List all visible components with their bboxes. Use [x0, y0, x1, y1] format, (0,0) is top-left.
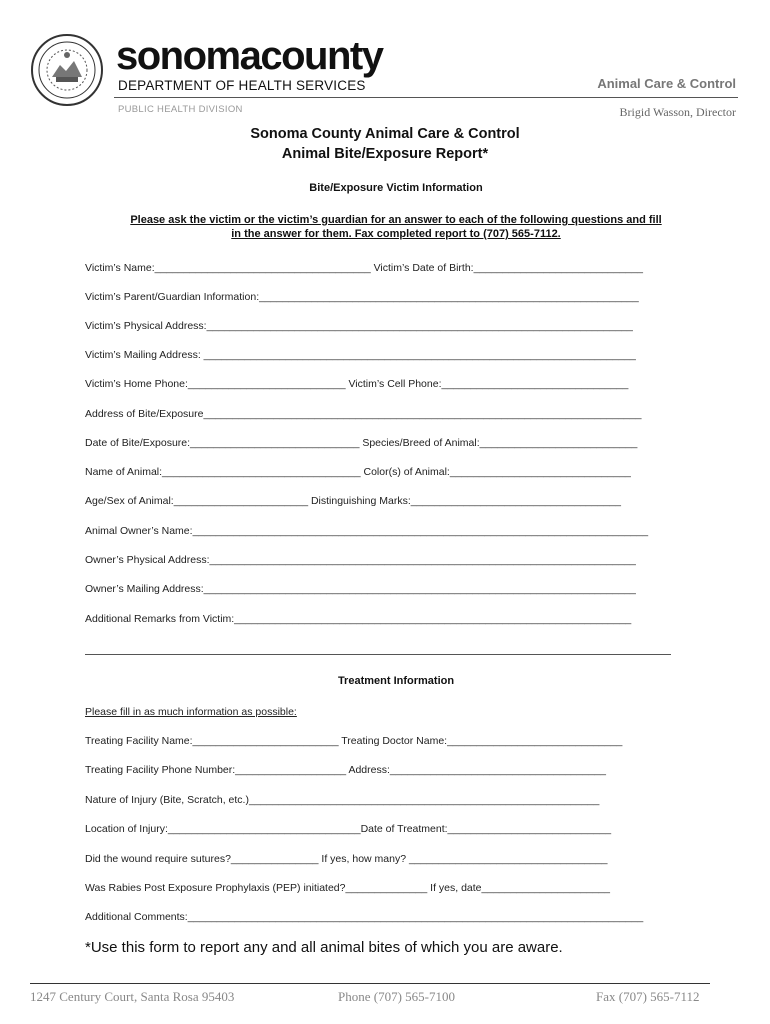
header-divider — [114, 97, 738, 98]
field-victim-name[interactable]: Victim’s Name:_____________________________________ Victim’s Date of Birth:_____________________________ — [85, 262, 643, 274]
sonoma-county-logo — [116, 34, 383, 100]
field-rabies-pep[interactable]: Was Rabies Post Exposure Prophylaxis (PEP) initiated?______________ If yes, date______________________ — [85, 882, 610, 894]
field-owner-mailing-address[interactable]: Owner’s Mailing Address:__________________________________________________________________________ — [85, 583, 636, 595]
footer-phone: Phone (707) 565-7100 — [338, 989, 455, 1004]
instructions-line-2: in the answer for them. Fax completed report to (707) 565-7112. — [231, 228, 561, 240]
remarks-continuation-line[interactable] — [85, 654, 671, 655]
director-name: Brigid Wasson, Director — [619, 105, 736, 119]
field-bite-date-species[interactable]: Date of Bite/Exposure:_____________________________ Species/Breed of Animal:___________________________ — [85, 437, 638, 449]
county-seal-logo — [30, 33, 104, 107]
logo-wordmark: sonomacounty — [116, 34, 383, 78]
field-owner-physical-address[interactable]: Owner’s Physical Address:_________________________________________________________________________ — [85, 554, 636, 566]
instructions — [84, 213, 708, 241]
closing-note: *Use this form to report any and all animal bites of which you are aware. — [85, 939, 563, 956]
footer-address: 1247 Century Court, Santa Rosa 95403 — [30, 989, 235, 1004]
field-age-sex-marks[interactable]: Age/Sex of Animal:_______________________ Distinguishing Marks:____________________________________ — [85, 495, 621, 507]
treatment-note: Please fill in as much information as possible: — [85, 706, 297, 718]
victim-section-heading: Bite/Exposure Victim Information — [309, 182, 483, 194]
field-guardian-info[interactable]: Victim’s Parent/Guardian Information:_________________________________________________________________ — [85, 291, 639, 303]
division-name: PUBLIC HEALTH DIVISION — [118, 104, 243, 115]
unit-name: Animal Care & Control — [597, 76, 736, 91]
document-subtitle: Animal Bite/Exposure Report* — [281, 146, 489, 162]
document-title: Sonoma County Animal Care & Control — [250, 126, 520, 142]
field-animal-name-color[interactable]: Name of Animal:__________________________________ Color(s) of Animal:_______________________________ — [85, 466, 631, 478]
instructions-line-1: Please ask the victim or the victim’s guardian for an answer to each of the following questions and fill — [130, 214, 662, 226]
field-location-date[interactable]: Location of Injury:_________________________________Date of Treatment:____________________________ — [85, 823, 612, 835]
field-facility-doctor[interactable]: Treating Facility Name:_________________________ Treating Doctor Name:______________________________ — [85, 735, 623, 747]
field-nature-of-injury[interactable]: Nature of Injury (Bite, Scratch, etc.)____________________________________________________________ — [85, 794, 600, 806]
field-phones[interactable]: Victim’s Home Phone:___________________________ Victim’s Cell Phone:________________________________ — [85, 378, 629, 390]
department-name: DEPARTMENT OF HEALTH SERVICES — [118, 78, 366, 93]
field-facility-phone-address[interactable]: Treating Facility Phone Number:___________________ Address:_____________________________________ — [85, 764, 606, 776]
footer-divider — [30, 983, 710, 984]
field-physical-address[interactable]: Victim’s Physical Address:_________________________________________________________________________ — [85, 320, 633, 332]
treatment-section-heading: Treatment Information — [337, 675, 455, 687]
field-additional-remarks[interactable]: Additional Remarks from Victim:____________________________________________________________________ — [85, 613, 632, 625]
field-sutures[interactable]: Did the wound require sutures?_______________ If yes, how many? __________________________________ — [85, 853, 608, 865]
field-owner-name[interactable]: Animal Owner’s Name:______________________________________________________________________________ — [85, 525, 649, 537]
field-mailing-address[interactable]: Victim’s Mailing Address: __________________________________________________________________________ — [85, 349, 636, 361]
field-additional-comments[interactable]: Additional Comments:______________________________________________________________________________ — [85, 911, 644, 923]
footer-fax: Fax (707) 565-7112 — [596, 989, 700, 1004]
field-bite-address[interactable]: Address of Bite/Exposure___________________________________________________________________________ — [85, 408, 642, 420]
